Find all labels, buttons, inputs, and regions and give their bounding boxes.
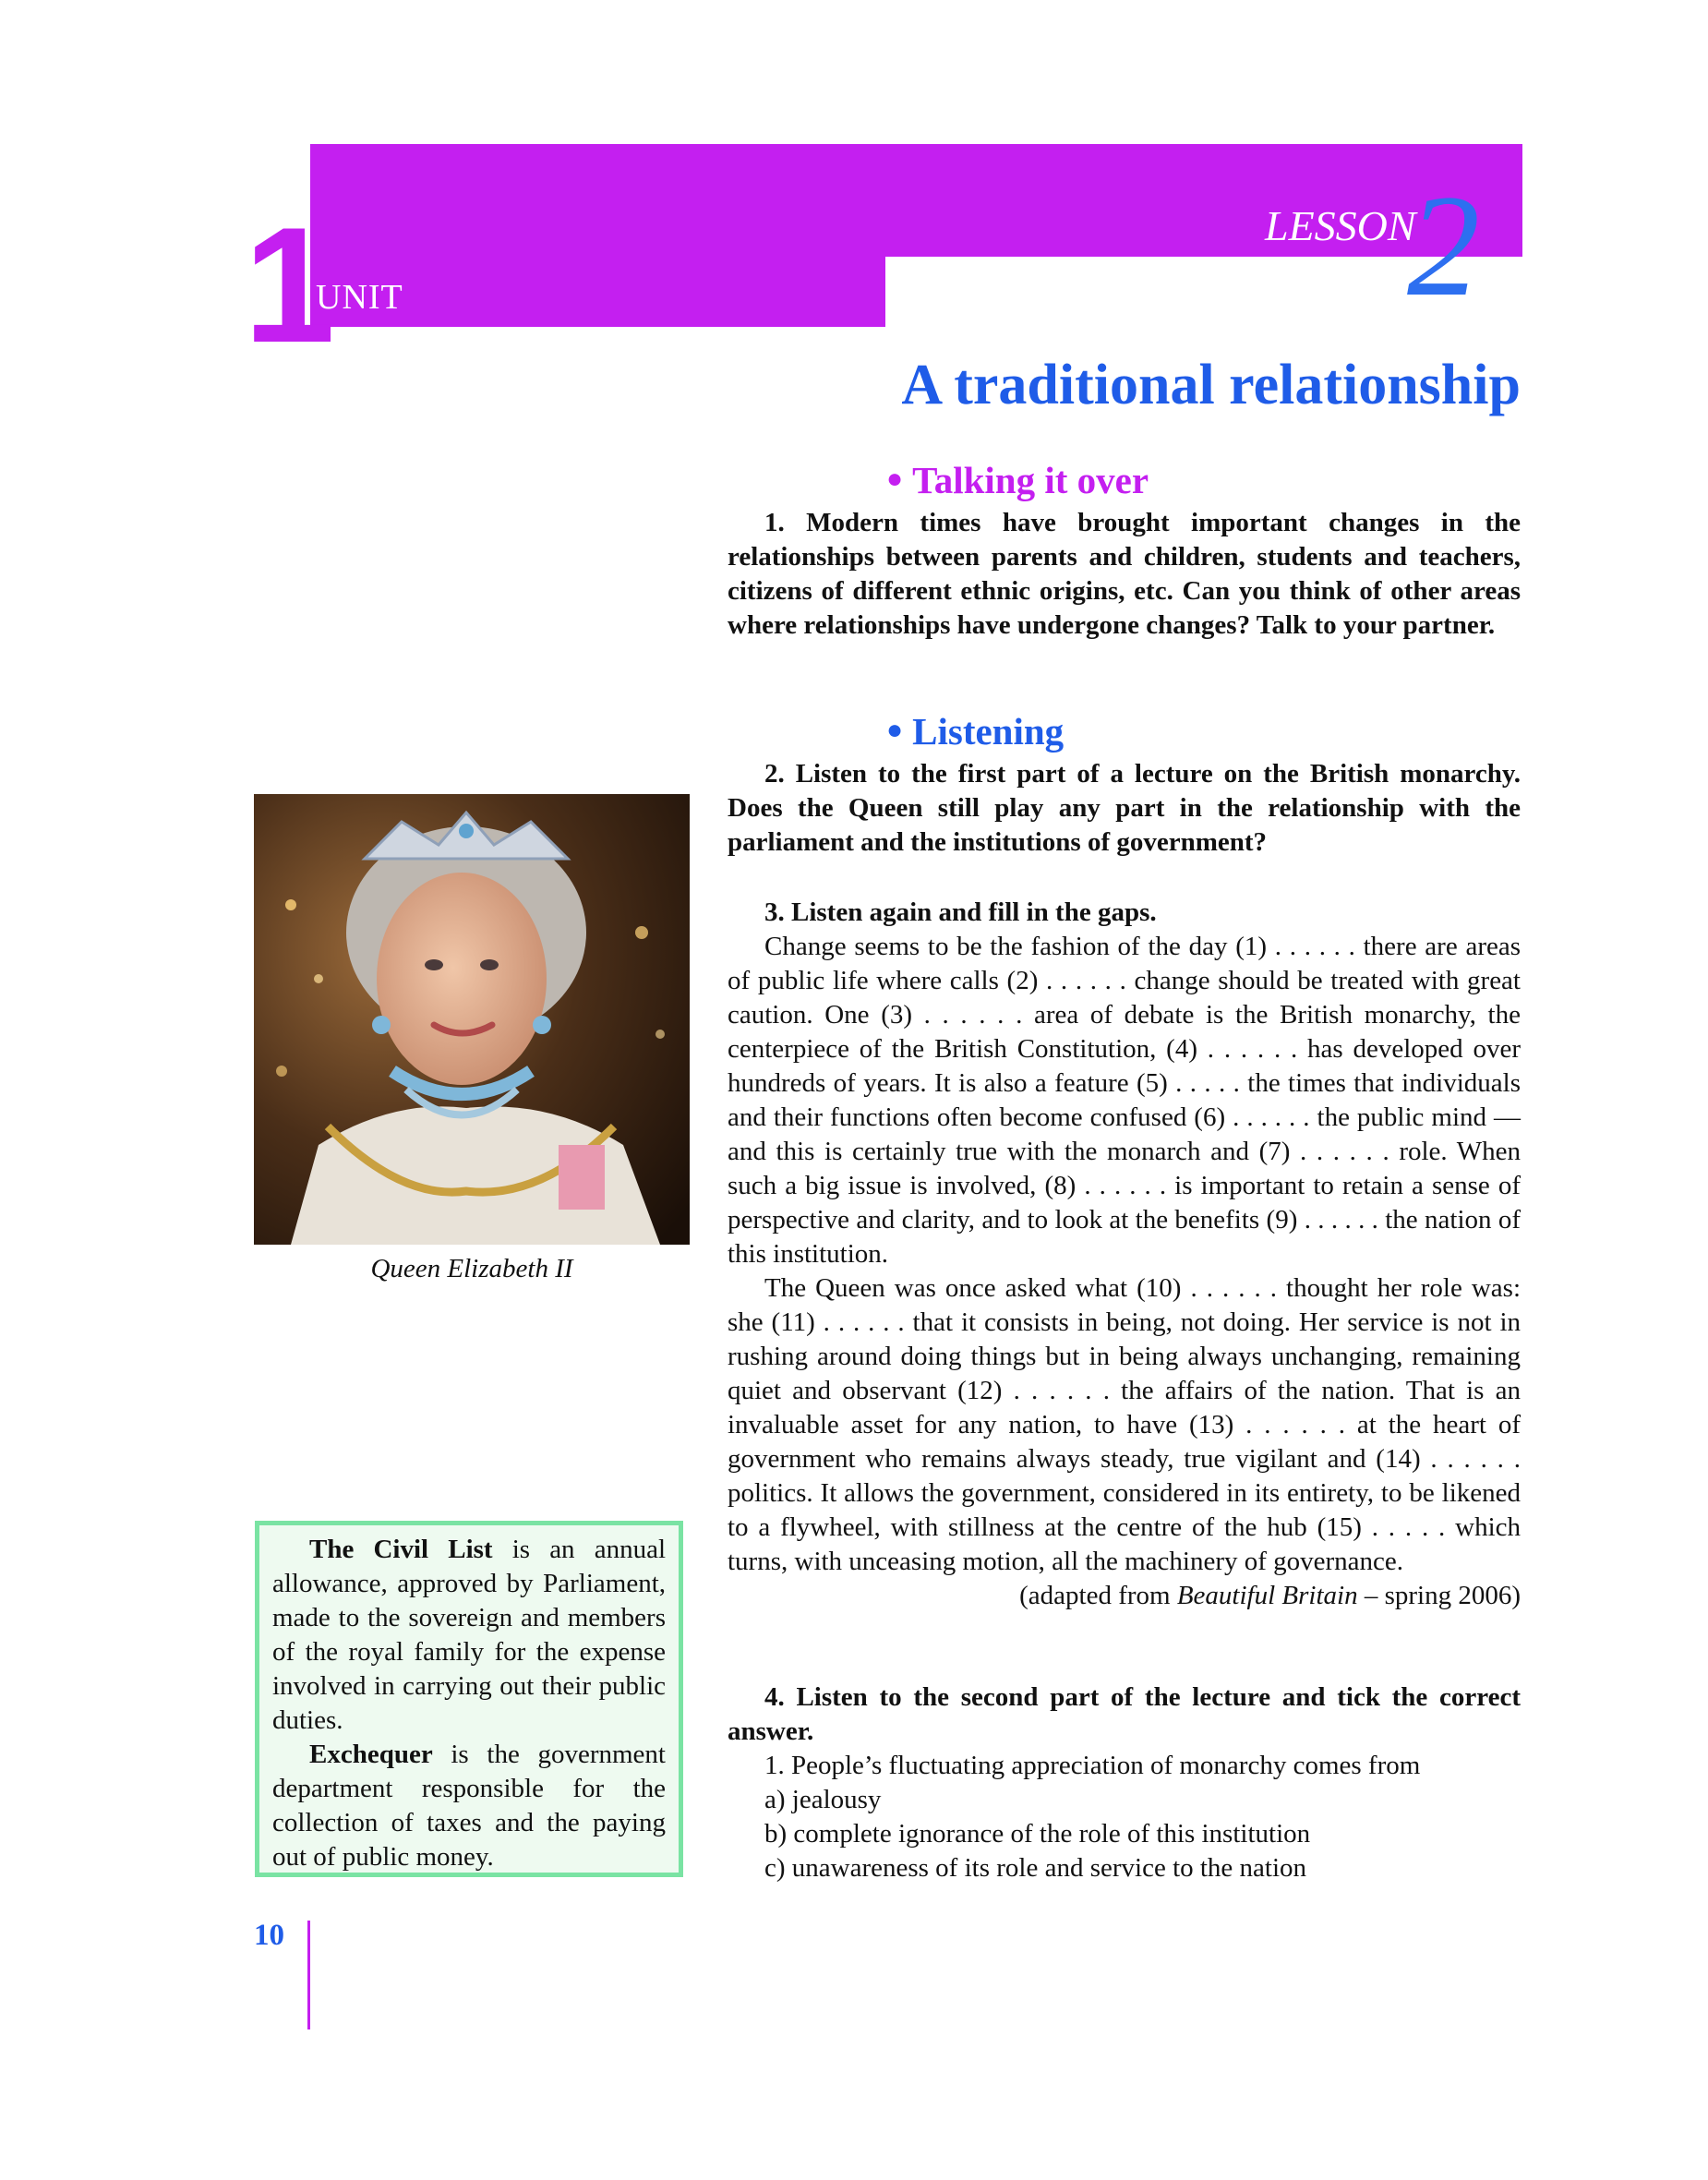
- glossary-exchequer: [272, 1738, 666, 1874]
- photo-caption: Queen Elizabeth II: [370, 1254, 573, 1283]
- answer-option-c[interactable]: c) unawareness of its role and service to the nation: [764, 1853, 1307, 1883]
- exercise-2-text: 2. Listen to the first part of a lecture on the British monarchy. Does the Queen still play any part in the relationship with the parliament and the institutions of government?: [728, 759, 1521, 857]
- section-heading-listening: [886, 709, 1064, 753]
- exercise-4-item: 1. People’s fluctuating appreciation of monarchy comes from: [764, 1751, 1421, 1780]
- exercise-3: [728, 896, 1521, 1613]
- lesson-number: 2: [1407, 165, 1480, 327]
- page-number: 10: [254, 1919, 284, 1952]
- term-civil-list: The Civil List: [309, 1535, 493, 1564]
- section-heading-talking: [886, 458, 1149, 502]
- queen-photo: [254, 794, 690, 1245]
- queen-portrait-icon: [254, 794, 690, 1245]
- exercise-4: [728, 1680, 1521, 1885]
- term-exchequer: Exchequer: [309, 1740, 433, 1769]
- exercise-1-text: 1. Modern times have brought important changes in the relationships between parents and children, students and teachers, citizens of different ethnic origins, etc. Can you think of other areas where relationships have undergone changes? Talk to your partner.: [728, 508, 1521, 640]
- bullet-icon: ●: [886, 464, 904, 494]
- answer-option-a[interactable]: a) jealousy: [764, 1785, 882, 1814]
- exercise-2: [728, 757, 1521, 860]
- exercise-3-paragraph-1: Change seems to be the fashion of the day (1) . . . . . . there are areas of public life where calls (2) . . . . . . change should be treated with great caution. One (3) . . . . . . area of debate is the British monarchy, the centerpiece of the British Constitution, (4) . . . . . . has developed over hundreds of years. It is also a feature (5) . . . . . the times that individuals and their functions often become confused (6) . . . . . . the public mind — and this is certainly true with the monarch and (7) . . . . . . role. When such a big issue is involved, (8) . . . . . . is important to retain a sense of perspective and clarity, and to look at the benefits (9) . . . . . . the nation of this institution.: [728, 932, 1521, 1269]
- exercise-3-heading: 3. Listen again and fill in the gaps.: [764, 897, 1157, 927]
- section-listening-label: Listening: [912, 710, 1064, 753]
- glossary-civil-list: [272, 1533, 666, 1738]
- unit-label: UNIT: [316, 278, 403, 317]
- source-prefix: (adapted from: [1019, 1581, 1177, 1610]
- source-suffix: – spring 2006): [1357, 1581, 1521, 1610]
- page-number-rule: [307, 1921, 310, 2029]
- section-talking-label: Talking it over: [912, 459, 1149, 501]
- source-citation: [728, 1579, 1521, 1613]
- definition-exchequer: is the government department responsible for the collection of taxes and the paying out of public money.: [272, 1740, 666, 1872]
- unit-number: 1: [244, 193, 331, 377]
- bullet-icon: ●: [886, 715, 904, 745]
- page-title: A traditional relationship: [901, 354, 1521, 416]
- glossary-box: [255, 1521, 683, 1877]
- exercise-3-paragraph-2: The Queen was once asked what (10) . . . . . . thought her role was: she (11) . . . . . . that it consists in being, not doing. Her service is not in rushing around doing things but in being always unchanging, remaining quiet and observant (12) . . . . . . the affairs of the nation. That is an invaluable asset for any nation, to have (13) . . . . . . at the heart of government who remains always steady, true vigilant and (14) . . . . . . politics. It allows the government, considered in its entirety, to be likened to a flywheel, with stillness at the centre of the hub (15) . . . . . which turns, with unceasing motion, all the machinery of governance.: [728, 1273, 1521, 1576]
- definition-civil-list: is an annual allowance, approved by Parliament, made to the sovereign and members of the royal family for the expense involved in carrying out their public duties.: [272, 1535, 666, 1735]
- exercise-4-text: 4. Listen to the second part of the lecture and tick the correct answer.: [728, 1682, 1521, 1746]
- source-title: Beautiful Britain: [1176, 1581, 1358, 1610]
- exercise-1: [728, 506, 1521, 643]
- lesson-label: LESSON: [1265, 202, 1416, 249]
- answer-option-b[interactable]: b) complete ignorance of the role of this institution: [764, 1819, 1311, 1849]
